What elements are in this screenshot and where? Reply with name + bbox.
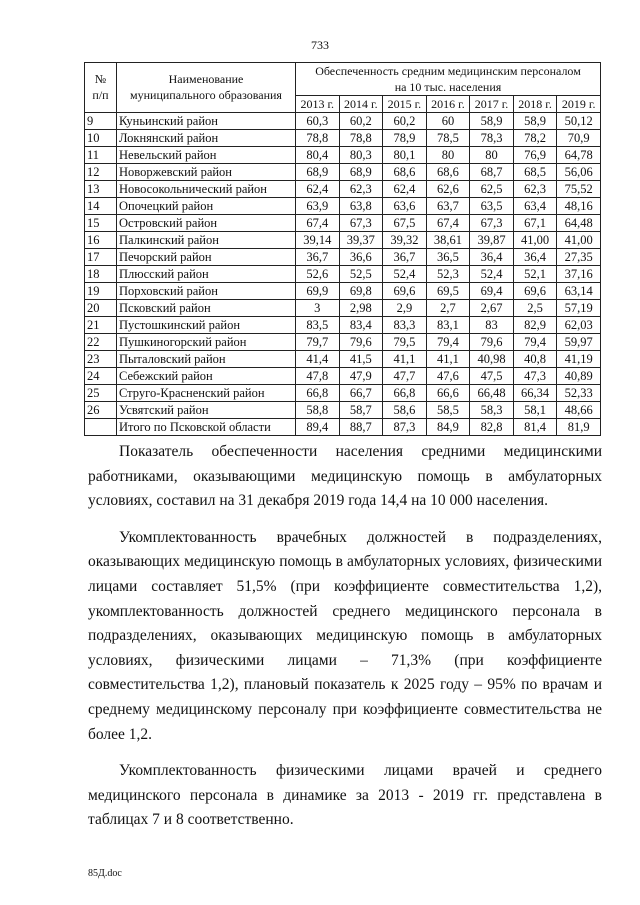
value-cell: 48,66: [557, 402, 601, 419]
municipality-name: Итого по Псковской области: [117, 419, 296, 436]
value-cell: 41,19: [557, 351, 601, 368]
value-cell: 80: [470, 147, 514, 164]
value-cell: 47,3: [513, 368, 557, 385]
value-cell: 2,9: [383, 300, 427, 317]
value-cell: 83,5: [296, 317, 340, 334]
municipality-name: Печорский район: [117, 249, 296, 266]
header-year: 2016 г.: [426, 96, 470, 113]
row-number: 19: [85, 283, 117, 300]
row-number: 23: [85, 351, 117, 368]
table-row: [85, 266, 601, 283]
municipality-name: Локнянский район: [117, 130, 296, 147]
value-cell: 47,8: [296, 368, 340, 385]
value-cell: 67,1: [513, 215, 557, 232]
value-cell: 80,4: [296, 147, 340, 164]
body-text: [88, 440, 602, 833]
table-row: [85, 215, 601, 232]
value-cell: 47,9: [339, 368, 383, 385]
row-number: 26: [85, 402, 117, 419]
row-number: 10: [85, 130, 117, 147]
value-cell: 38,61: [426, 232, 470, 249]
row-number: 12: [85, 164, 117, 181]
header-year: 2017 г.: [470, 96, 514, 113]
value-cell: 52,1: [513, 266, 557, 283]
value-cell: 80,3: [339, 147, 383, 164]
value-cell: 69,6: [383, 283, 427, 300]
header-municipality-text: Наименование муниципального образования: [130, 72, 282, 102]
value-cell: 40,8: [513, 351, 557, 368]
value-cell: 52,33: [557, 385, 601, 402]
value-cell: 58,3: [470, 402, 514, 419]
municipality-name: Порховский район: [117, 283, 296, 300]
value-cell: 58,9: [513, 113, 557, 130]
table-body: [85, 113, 601, 436]
value-cell: 82,9: [513, 317, 557, 334]
value-cell: 62,4: [296, 181, 340, 198]
value-cell: 62,6: [426, 181, 470, 198]
table-row: [85, 317, 601, 334]
value-cell: 63,9: [296, 198, 340, 215]
value-cell: 52,4: [383, 266, 427, 283]
municipality-name: Невельский район: [117, 147, 296, 164]
value-cell: 78,5: [426, 130, 470, 147]
header-year: 2015 г.: [383, 96, 427, 113]
row-number: 13: [85, 181, 117, 198]
value-cell: 80,1: [383, 147, 427, 164]
value-cell: 47,7: [383, 368, 427, 385]
value-cell: 36,7: [296, 249, 340, 266]
table-row: [85, 164, 601, 181]
value-cell: 41,1: [426, 351, 470, 368]
value-cell: 81,4: [513, 419, 557, 436]
row-number: 25: [85, 385, 117, 402]
value-cell: 83,4: [339, 317, 383, 334]
value-cell: 41,1: [383, 351, 427, 368]
municipality-name: Островский район: [117, 215, 296, 232]
value-cell: 69,6: [513, 283, 557, 300]
value-cell: 63,8: [339, 198, 383, 215]
table-row: [85, 283, 601, 300]
value-cell: 52,4: [470, 266, 514, 283]
municipality-name: Палкинский район: [117, 232, 296, 249]
header-year: 2013 г.: [296, 96, 340, 113]
value-cell: 41,5: [339, 351, 383, 368]
value-cell: 68,9: [339, 164, 383, 181]
value-cell: 78,3: [470, 130, 514, 147]
value-cell: 63,6: [383, 198, 427, 215]
row-number: 21: [85, 317, 117, 334]
value-cell: 83,3: [383, 317, 427, 334]
value-cell: 60: [426, 113, 470, 130]
value-cell: 62,03: [557, 317, 601, 334]
row-number: 14: [85, 198, 117, 215]
value-cell: 78,2: [513, 130, 557, 147]
value-cell: 36,4: [470, 249, 514, 266]
paragraph-outpatient-staff: Показатель обеспеченности населения средними медицинскими работниками, оказывающими медицинскую помощь в амбулаторных условиях, составил на 31 декабря 2019 года 14,4 на 10 000 населения.: [88, 443, 602, 510]
value-cell: 82,8: [470, 419, 514, 436]
value-cell: 58,8: [296, 402, 340, 419]
row-number: 15: [85, 215, 117, 232]
table-row: [85, 334, 601, 351]
footer-filename: 85Д.doc: [88, 868, 122, 879]
municipality-name: Пушкиногорский район: [117, 334, 296, 351]
row-number: 24: [85, 368, 117, 385]
value-cell: 87,3: [383, 419, 427, 436]
value-cell: 48,16: [557, 198, 601, 215]
value-cell: 79,6: [339, 334, 383, 351]
municipality-name: Плюсский район: [117, 266, 296, 283]
table-row: [85, 198, 601, 215]
header-indicator: [296, 63, 601, 96]
value-cell: 60,3: [296, 113, 340, 130]
value-cell: 76,9: [513, 147, 557, 164]
header-row-number-text: № п/п: [92, 72, 109, 102]
value-cell: 58,6: [383, 402, 427, 419]
value-cell: 79,7: [296, 334, 340, 351]
value-cell: 68,6: [426, 164, 470, 181]
value-cell: 66,6: [426, 385, 470, 402]
value-cell: 50,12: [557, 113, 601, 130]
value-cell: 39,87: [470, 232, 514, 249]
value-cell: 79,4: [513, 334, 557, 351]
table-row: [85, 419, 601, 436]
value-cell: 56,06: [557, 164, 601, 181]
row-number: [85, 419, 117, 436]
paragraph-tables-reference: Укомплектованность физическими лицами врачей и среднего медицинского персонала в динамике за 2013 - 2019 гг. представлена в таблицах 7 и 8 соответственно.: [88, 762, 602, 829]
table-row: [85, 300, 601, 317]
value-cell: 69,9: [296, 283, 340, 300]
row-number: 11: [85, 147, 117, 164]
municipality-name: Новоржевский район: [117, 164, 296, 181]
value-cell: 78,9: [383, 130, 427, 147]
value-cell: 40,89: [557, 368, 601, 385]
table-row: [85, 402, 601, 419]
value-cell: 41,00: [513, 232, 557, 249]
value-cell: 88,7: [339, 419, 383, 436]
value-cell: 67,3: [339, 215, 383, 232]
value-cell: 63,5: [470, 198, 514, 215]
row-number: 22: [85, 334, 117, 351]
municipality-name: Струго-Красненский район: [117, 385, 296, 402]
value-cell: 83: [470, 317, 514, 334]
value-cell: 81,9: [557, 419, 601, 436]
value-cell: 60,2: [383, 113, 427, 130]
municipality-name: Новосокольнический район: [117, 181, 296, 198]
value-cell: 41,4: [296, 351, 340, 368]
municipality-name: Псковский район: [117, 300, 296, 317]
value-cell: 75,52: [557, 181, 601, 198]
table-header: [85, 63, 601, 113]
value-cell: 37,16: [557, 266, 601, 283]
value-cell: 68,6: [383, 164, 427, 181]
value-cell: 58,5: [426, 402, 470, 419]
municipality-name: Куньинский район: [117, 113, 296, 130]
table-row: [85, 249, 601, 266]
row-number: 18: [85, 266, 117, 283]
value-cell: 80: [426, 147, 470, 164]
value-cell: 57,19: [557, 300, 601, 317]
value-cell: 84,9: [426, 419, 470, 436]
value-cell: 62,3: [339, 181, 383, 198]
value-cell: 36,4: [513, 249, 557, 266]
table-row: [85, 368, 601, 385]
value-cell: 36,6: [339, 249, 383, 266]
value-cell: 62,5: [470, 181, 514, 198]
municipality-name: Пыталовский район: [117, 351, 296, 368]
value-cell: 79,5: [383, 334, 427, 351]
value-cell: 67,3: [470, 215, 514, 232]
value-cell: 39,37: [339, 232, 383, 249]
municipality-name: Пустошкинский район: [117, 317, 296, 334]
value-cell: 2,67: [470, 300, 514, 317]
value-cell: 36,5: [426, 249, 470, 266]
value-cell: 68,9: [296, 164, 340, 181]
municipality-name: Себежский район: [117, 368, 296, 385]
value-cell: 78,8: [339, 130, 383, 147]
value-cell: 79,4: [426, 334, 470, 351]
value-cell: 47,5: [470, 368, 514, 385]
value-cell: 58,9: [470, 113, 514, 130]
value-cell: 66,8: [296, 385, 340, 402]
value-cell: 66,8: [383, 385, 427, 402]
table-row: [85, 385, 601, 402]
value-cell: 62,4: [383, 181, 427, 198]
municipality-name: Опочецкий район: [117, 198, 296, 215]
value-cell: 64,48: [557, 215, 601, 232]
value-cell: 47,6: [426, 368, 470, 385]
value-cell: 89,4: [296, 419, 340, 436]
value-cell: 58,7: [339, 402, 383, 419]
table-row: [85, 351, 601, 368]
value-cell: 69,8: [339, 283, 383, 300]
value-cell: 52,5: [339, 266, 383, 283]
value-cell: 27,35: [557, 249, 601, 266]
value-cell: 67,5: [383, 215, 427, 232]
header-year: 2014 г.: [339, 96, 383, 113]
header-indicator-text: Обеспеченность средним медицинским персоналом на 10 тыс. населения: [315, 64, 581, 95]
value-cell: 67,4: [296, 215, 340, 232]
value-cell: 58,1: [513, 402, 557, 419]
table-row: [85, 181, 601, 198]
row-number: 17: [85, 249, 117, 266]
value-cell: 52,6: [296, 266, 340, 283]
table-row: [85, 232, 601, 249]
value-cell: 2,7: [426, 300, 470, 317]
table-row: [85, 130, 601, 147]
table-row: [85, 113, 601, 130]
row-number: 16: [85, 232, 117, 249]
value-cell: 64,78: [557, 147, 601, 164]
value-cell: 60,2: [339, 113, 383, 130]
value-cell: 78,8: [296, 130, 340, 147]
value-cell: 63,7: [426, 198, 470, 215]
staffing-table: [84, 62, 601, 436]
value-cell: 67,4: [426, 215, 470, 232]
value-cell: 66,34: [513, 385, 557, 402]
value-cell: 40,98: [470, 351, 514, 368]
header-year: 2019 г.: [557, 96, 601, 113]
value-cell: 39,14: [296, 232, 340, 249]
row-number: 20: [85, 300, 117, 317]
value-cell: 69,5: [426, 283, 470, 300]
header-row-number: [85, 63, 117, 113]
value-cell: 41,00: [557, 232, 601, 249]
value-cell: 69,4: [470, 283, 514, 300]
value-cell: 52,3: [426, 266, 470, 283]
row-number: 9: [85, 113, 117, 130]
page-number: 733: [311, 38, 329, 52]
value-cell: 68,7: [470, 164, 514, 181]
value-cell: 68,5: [513, 164, 557, 181]
table-row: [85, 147, 601, 164]
value-cell: 63,4: [513, 198, 557, 215]
paragraph-staffing-rates: Укомплектованность врачебных должностей в подразделениях, оказывающих медицинскую помощь в амбулаторных условиях, физическими лицами составляет 51,5% (при коэффициенте совместительства 1,2), укомплектованность должностей среднего медицинского персонала в подразделениях, оказывающих медицинскую помощь в амбулаторных условиях, физическими лицами – 71,3% (при коэффициенте совместительства 1,2), плановый показатель к 2025 году – 95% по врачам и среднему медицинскому персоналу при коэффициенте совместительства не более 1,2.: [88, 528, 602, 743]
header-municipality: [117, 63, 296, 113]
value-cell: 2,98: [339, 300, 383, 317]
value-cell: 36,7: [383, 249, 427, 266]
value-cell: 3: [296, 300, 340, 317]
value-cell: 66,7: [339, 385, 383, 402]
header-year: 2018 г.: [513, 96, 557, 113]
value-cell: 39,32: [383, 232, 427, 249]
value-cell: 79,6: [470, 334, 514, 351]
value-cell: 83,1: [426, 317, 470, 334]
value-cell: 59,97: [557, 334, 601, 351]
municipality-name: Усвятский район: [117, 402, 296, 419]
value-cell: 2,5: [513, 300, 557, 317]
value-cell: 70,9: [557, 130, 601, 147]
value-cell: 63,14: [557, 283, 601, 300]
value-cell: 66,48: [470, 385, 514, 402]
value-cell: 62,3: [513, 181, 557, 198]
